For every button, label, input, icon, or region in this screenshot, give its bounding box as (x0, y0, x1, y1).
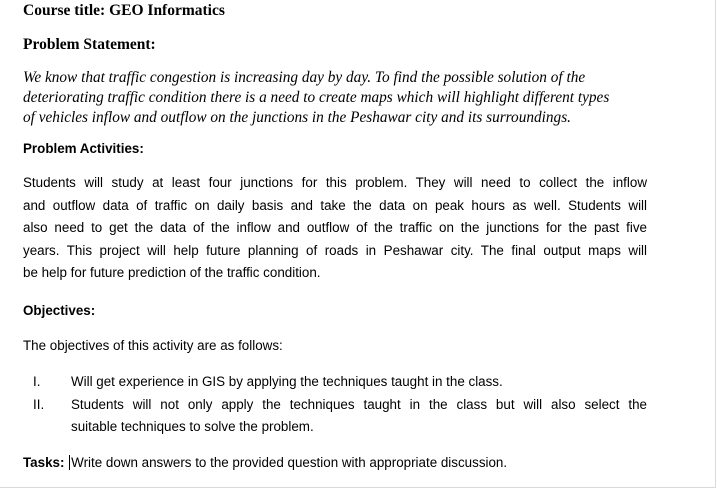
problem-activities-text (23, 172, 647, 285)
list-item-text (71, 394, 647, 439)
statement-line: of vehicles inflow and outflow on the junctions in the Peshawar city and its surroundings. (23, 109, 571, 126)
list-number: II. (33, 396, 45, 412)
tasks-text: Write down answers to the provided question with appropriate discussion. (71, 455, 508, 470)
course-title: Course title: GEO Informatics (23, 2, 225, 19)
statement-line: deteriorating traffic condition there is a need to create maps which will highlight different types (23, 89, 610, 106)
tasks-paragraph[interactable] (23, 452, 507, 474)
activities-line: be help for future prediction of the traffic condition. (23, 265, 321, 281)
list-item (23, 371, 683, 394)
list-number: I. (33, 374, 41, 389)
problem-statement-text (23, 68, 653, 128)
problem-statement-heading: Problem Statement: (23, 36, 156, 53)
problem-activities-heading: Problem Activities: (23, 141, 144, 156)
list-line: suitable techniques to solve the problem. (71, 419, 314, 435)
list-line: Students will not only apply the techniques taught in the class but will also select the (71, 396, 647, 412)
objectives-heading: Objectives: (23, 303, 96, 318)
activities-line: and outflow data of traffic on daily basis and take the data on peak hours as well. Students will (23, 197, 647, 213)
statement-line: We know that traffic congestion is increasing day by day. To find the possible solution of the (23, 69, 586, 86)
objectives-intro-line: The objectives of this activity are as follows: (23, 338, 283, 353)
list-item (23, 394, 683, 439)
tasks-label: Tasks: (23, 455, 65, 470)
objectives-list (23, 371, 683, 439)
activities-line: Students will study at least four junctions for this problem. They will need to collect the inflow (23, 175, 647, 190)
list-line: Will get experience in GIS by applying the techniques taught in the class. (71, 374, 503, 389)
list-item-text (71, 371, 647, 394)
activities-line: also need to get the data of the inflow and outflow of the traffic on the junctions for the past five (23, 220, 647, 236)
activities-line: years. This project will help future planning of roads in Peshawar city. The final output maps will (23, 242, 647, 258)
objectives-intro (23, 335, 283, 358)
